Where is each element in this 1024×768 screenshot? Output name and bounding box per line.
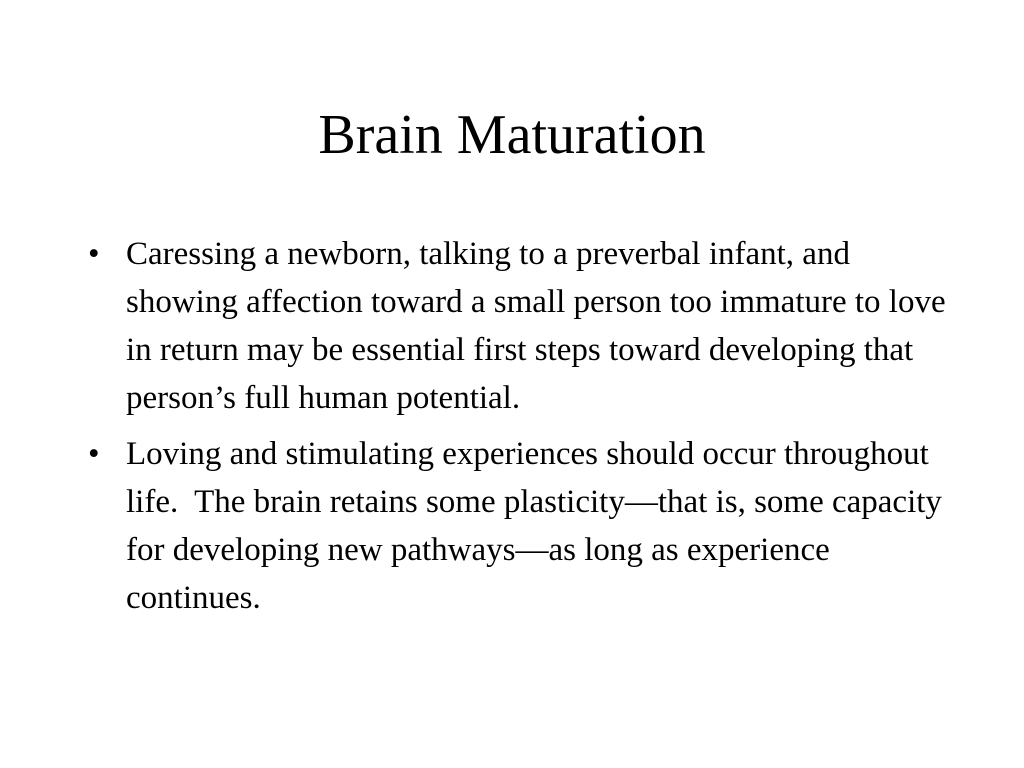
bullet-marker: • xyxy=(88,236,100,272)
bullet-text: Loving and stimulating experiences should occur throughout life. The brain retains some plasticity—that is, some capacity for developing new pathways—as long as experience continues. xyxy=(126,436,951,616)
bullet-marker: • xyxy=(88,436,100,472)
bullet-item xyxy=(84,430,964,622)
bullet-item xyxy=(84,230,964,422)
bullet-text: Caressing a newborn, talking to a preverbal infant, and showing affection toward a small person too immature to love in return may be essential first steps toward developing that person’s full human potential. xyxy=(126,236,946,416)
slide-title: Brain Maturation xyxy=(318,104,706,166)
bullet-list xyxy=(84,230,964,630)
